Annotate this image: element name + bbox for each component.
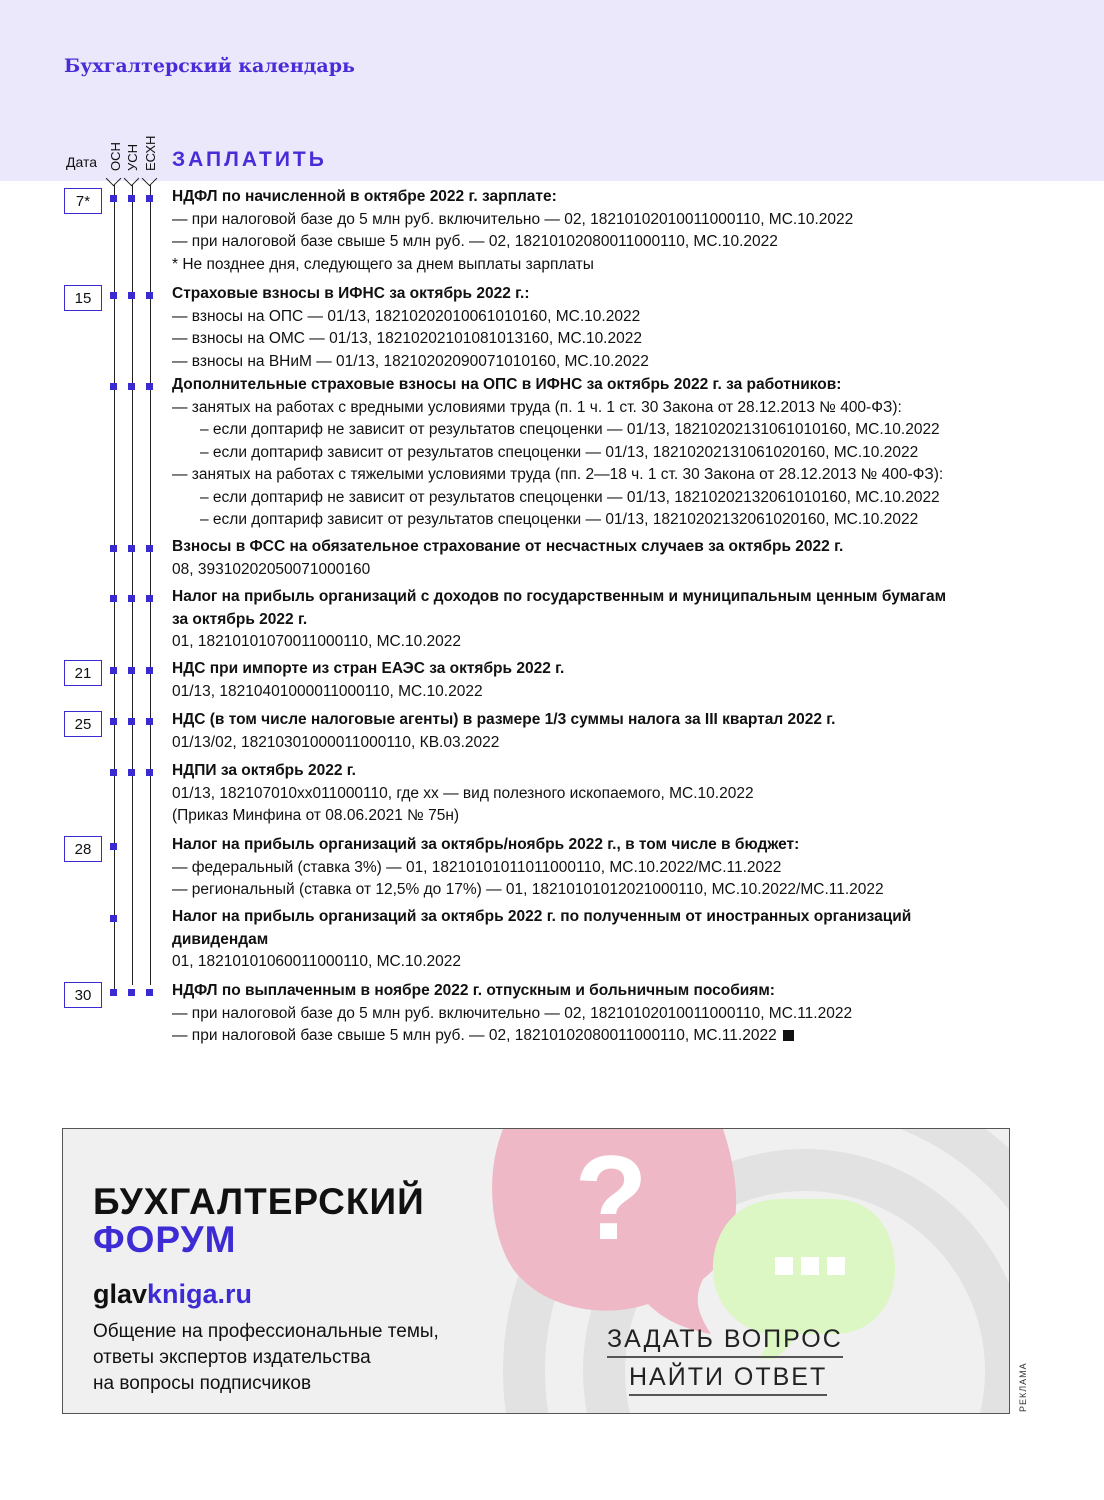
- entry-line: 01/13/02, 18210301000011000110, КВ.03.2022: [172, 733, 500, 751]
- regime-marker: [110, 989, 117, 996]
- entry-title: Дополнительные страховые взносы на ОПС в ИФНС за октябрь 2022 г. за работников:: [172, 376, 842, 393]
- ad-site-link[interactable]: [93, 1279, 252, 1310]
- date-box: 21: [64, 660, 102, 686]
- regime-marker: [110, 383, 117, 390]
- entry-title: Страховые взносы в ИФНС за октябрь 2022 г.:: [172, 285, 530, 302]
- regime-marker: [146, 989, 153, 996]
- regime-marker: [128, 718, 135, 725]
- end-of-section-icon: [783, 1030, 794, 1041]
- page-title: Бухгалтерский календарь: [64, 55, 355, 77]
- entry-line: 01, 18210101060011000110, МС.10.2022: [172, 953, 462, 970]
- calendar-entry: [172, 374, 1052, 532]
- entry-line: 08, 39310202050071000160: [172, 560, 371, 578]
- column-eshn-label: ЕСХН: [143, 135, 158, 171]
- entry-title: Взносы в ФСС на обязательное страхование от несчастных случаев за октябрь 2022 г.: [172, 538, 844, 555]
- regime-marker: [128, 595, 135, 602]
- regime-marker: [110, 843, 117, 850]
- entry-title: НДПИ за октябрь 2022 г.: [172, 762, 356, 779]
- regime-marker: [146, 718, 153, 725]
- entry-line: 01, 18210101070011000110, МС.10.2022: [172, 633, 462, 650]
- ad-description-line: на вопросы подписчиков: [93, 1373, 312, 1394]
- ad-title: БУХГАЛТЕРСКИЙ: [93, 1181, 425, 1222]
- date-box: 25: [64, 711, 102, 737]
- calendar-entry: [172, 658, 1052, 703]
- column-usn-line: [132, 185, 133, 985]
- entry-line: – если доптариф зависит от результатов спецоценки — 01/13, 18210202132061020160, МС.10.2022: [200, 511, 919, 528]
- regime-marker: [110, 915, 117, 922]
- regime-marker: [128, 989, 135, 996]
- entry-line: — при налоговой базе свыше 5 млн руб. — 02, 18210102080011000110, МС.10.2022: [172, 233, 778, 250]
- entry-line: — взносы на ОМС — 01/13, 18210202101081013160, МС.10.2022: [172, 330, 642, 347]
- site-part-accent: kniga.ru: [147, 1279, 253, 1309]
- entry-line: – если доптариф не зависит от результатов спецоценки — 01/13, 18210202131061010160, МС.10.2022: [200, 421, 940, 438]
- ad-note: РЕКЛАМА: [1018, 1362, 1028, 1412]
- calendar-entry: [172, 186, 1052, 276]
- entry-line: — занятых на работах с вредными условиями труда (п. 1 ч. 1 ст. 30 Закона от 28.12.2013 № 400-ФЗ):: [172, 398, 902, 416]
- calendar-entry: [172, 283, 1052, 373]
- calendar-entry: [172, 536, 1052, 581]
- regime-marker: [146, 383, 153, 390]
- header-band: [0, 0, 1104, 181]
- entry-line: * Не позднее дня, следующего за днем выплаты зарплаты: [172, 255, 594, 273]
- date-box: 30: [64, 982, 102, 1008]
- column-usn-label: УСН: [125, 143, 140, 171]
- column-eshn-line: [150, 185, 151, 985]
- entry-line: — занятых на работах с тяжелыми условиями труда (пп. 2—18 ч. 1 ст. 30 Закона от 28.12.2013 № 400-ФЗ):: [172, 466, 944, 483]
- regime-marker: [146, 595, 153, 602]
- entry-title: за октябрь 2022 г.: [172, 610, 308, 628]
- site-part: glav: [93, 1279, 148, 1309]
- entry-line: — взносы на ОПС — 01/13, 18210202010061010160, МС.10.2022: [172, 307, 641, 325]
- ad-description-line: Общение на профессиональные темы,: [93, 1321, 439, 1342]
- entry-line: — взносы на ВНиМ — 01/13, 18210202090071010160, МС.10.2022: [172, 352, 649, 370]
- regime-marker: [146, 667, 153, 674]
- entry-title: НДФЛ по начисленной в октябре 2022 г. зарплате:: [172, 188, 557, 205]
- forum-ad[interactable]: [62, 1128, 1010, 1414]
- ad-title-accent: ФОРУМ: [93, 1219, 237, 1260]
- entry-title: Налог на прибыль организаций за октябрь 2022 г. по полученным от иностранных организаций: [172, 908, 912, 925]
- column-date-label: Дата: [66, 154, 98, 170]
- regime-marker: [146, 292, 153, 299]
- calendar-entry: [172, 709, 1052, 754]
- pay-heading: ЗАПЛАТИТЬ: [172, 148, 327, 171]
- entry-line: (Приказ Минфина от 08.06.2021 № 75н): [172, 807, 460, 824]
- regime-marker: [128, 667, 135, 674]
- ask-question-link[interactable]: ЗАДАТЬ ВОПРОС: [607, 1325, 843, 1358]
- ad-description-line: ответы экспертов издательства: [93, 1347, 371, 1368]
- calendar-entry: [172, 834, 1052, 902]
- entry-title: НДФЛ по выплаченным в ноябре 2022 г. отпускным и больничным пособиям:: [172, 982, 775, 999]
- regime-marker: [128, 292, 135, 299]
- calendar-entry: [172, 980, 1052, 1048]
- calendar-entry: [172, 906, 1052, 974]
- entry-line: 01/13, 182107010xx011000110, где хх — вид полезного ископаемого, МС.10.2022: [172, 784, 754, 802]
- entry-line: — при налоговой базе свыше 5 млн руб. — 02, 18210102080011000110, МС.11.2022: [172, 1025, 1052, 1048]
- entry-line: — региональный (ставка от 12,5% до 17%) — 01, 18210101012021000110, МС.10.2022/МС.11.2022: [172, 881, 884, 898]
- regime-marker: [110, 595, 117, 602]
- calendar-entry: [172, 760, 1052, 828]
- regime-marker: [128, 769, 135, 776]
- regime-marker: [146, 545, 153, 552]
- column-osn-label: ОСН: [108, 142, 123, 171]
- regime-marker: [146, 195, 153, 202]
- entry-line: — при налоговой базе до 5 млн руб. включительно — 02, 18210102010011000110, МС.10.2022: [172, 210, 854, 228]
- entry-line: – если доптариф зависит от результатов спецоценки — 01/13, 18210202131061020160, МС.10.2022: [200, 443, 919, 461]
- regime-marker: [110, 545, 117, 552]
- regime-marker: [128, 195, 135, 202]
- regime-marker: [128, 383, 135, 390]
- entry-line: — федеральный (ставка 3%) — 01, 18210101011011000110, МС.10.2022/МС.11.2022: [172, 858, 782, 876]
- regime-marker: [110, 718, 117, 725]
- question-mark-icon: ?: [574, 1131, 648, 1265]
- calendar-entry: [172, 586, 1052, 654]
- entry-line: 01/13, 18210401000011000110, МС.10.2022: [172, 682, 483, 700]
- entry-title: дивидендам: [172, 930, 269, 948]
- regime-marker: [110, 667, 117, 674]
- entry-line: – если доптариф не зависит от результатов спецоценки — 01/13, 18210202132061010160, МС.10.2022: [200, 488, 940, 506]
- find-answer-link[interactable]: НАЙТИ ОТВЕТ: [629, 1363, 827, 1396]
- date-box: 15: [64, 285, 102, 311]
- date-box: 28: [64, 836, 102, 862]
- entry-title: НДС (в том числе налоговые агенты) в размере 1/3 суммы налога за III квартал 2022 г.: [172, 711, 836, 728]
- ad-description: [93, 1319, 439, 1397]
- regime-marker: [110, 195, 117, 202]
- regime-marker: [110, 769, 117, 776]
- date-box: 7*: [64, 188, 102, 214]
- entry-title: Налог на прибыль организаций с доходов по государственным и муниципальным ценным бумагам: [172, 588, 947, 605]
- entry-line: — при налоговой базе до 5 млн руб. включительно — 02, 18210102010011000110, МС.11.2022: [172, 1004, 853, 1022]
- entry-title: Налог на прибыль организаций за октябрь/ноябрь 2022 г., в том числе в бюджет:: [172, 836, 800, 853]
- regime-marker: [110, 292, 117, 299]
- regime-marker: [146, 769, 153, 776]
- regime-marker: [128, 545, 135, 552]
- column-osn-line: [114, 185, 115, 995]
- entry-title: НДС при импорте из стран ЕАЭС за октябрь 2022 г.: [172, 660, 565, 677]
